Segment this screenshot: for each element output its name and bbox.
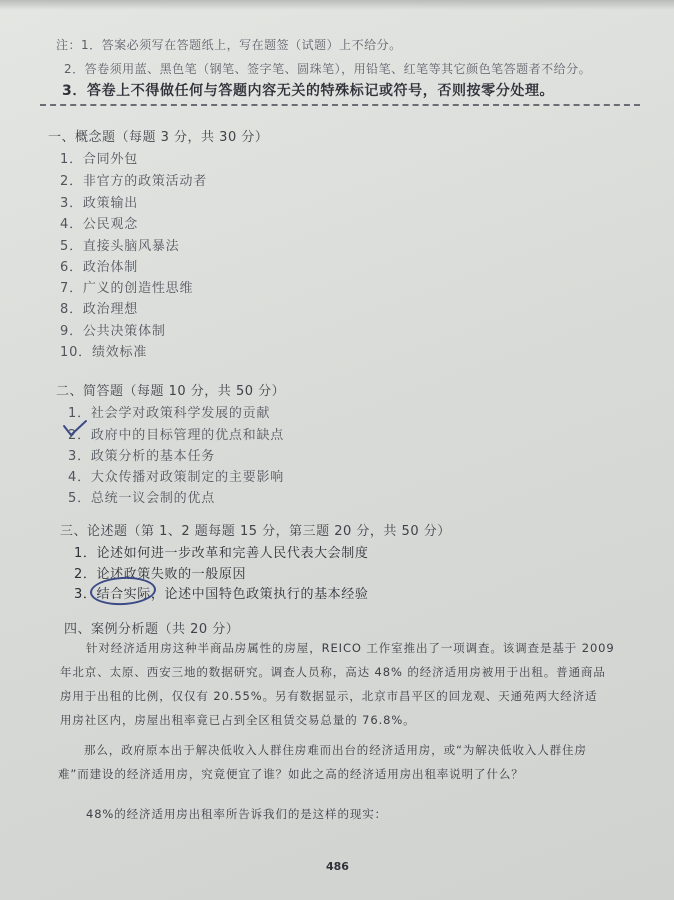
note-2: 2．答卷须用蓝、黑色笔（钢笔、签字笔、圆珠笔），用铅笔、红笔等其它颜色笔答题者不给分。 <box>64 62 592 76</box>
case-paragraph-line: 房用于出租的比例，仅仅有 20.55%。另有数据显示，北京市昌平区的回龙观、天通苑两大经济适 <box>60 689 598 703</box>
section1-item: 4．公民观念 <box>60 217 139 232</box>
case-paragraph-line: 用房社区内，房屋出租率竟已占到全区租赁交易总量的 76.8%。 <box>60 713 416 727</box>
section1-item: 9．公共决策体制 <box>60 324 166 339</box>
section2-item: 3．政策分析的基本任务 <box>68 449 216 464</box>
section1-title: 一、概念题（每题 3 分，共 30 分） <box>48 130 269 145</box>
section3-item: 3．结合实际，论述中国特色政策执行的基本经验 <box>74 587 369 602</box>
section2-item: 2．政府中的目标管理的优点和缺点 <box>68 428 285 443</box>
section1-item: 8．政治理想 <box>60 302 139 317</box>
section1-item: 1．合同外包 <box>60 152 139 167</box>
pen-check-mark-icon <box>62 418 88 438</box>
case-paragraph-line: 48%的经济适用房出租率所告诉我们的是这样的现实： <box>86 807 388 821</box>
section2-item: 1．社会学对政策科学发展的贡献 <box>68 406 271 421</box>
section1-item: 2．非官方的政策活动者 <box>60 174 208 189</box>
case-paragraph-line: 针对经济适用房这种半商品房属性的房屋，REICO 工作室推出了一项调查。该调查是基于 2009 <box>86 641 615 655</box>
case-paragraph-line: 难”而建设的经济适用房，究竟便宜了谁？如此之高的经济适用房出租率说明了什么？ <box>58 767 524 781</box>
section4-title: 四、案例分析题（共 20 分） <box>64 622 240 637</box>
section2-item: 5．总统一议会制的优点 <box>68 491 216 506</box>
page-number: 486 <box>326 860 349 873</box>
section3-title: 三、论述题（第 1、2 题每题 15 分，第三题 20 分，共 50 分） <box>60 524 451 539</box>
section1-item: 7．广义的创造性思维 <box>60 281 194 296</box>
section1-item: 3．政策输出 <box>60 196 139 211</box>
page-top-shadow <box>0 0 674 10</box>
section3-item: 2．论述政策失败的一般原因 <box>74 567 247 582</box>
section2-title: 二、简答题（每题 10 分，共 50 分） <box>56 384 286 399</box>
case-paragraph-line: 年北京、太原、西安三地的数据研究。调查人员称，高达 48% 的经济适用房被用于出租。普通商品 <box>60 665 606 679</box>
divider-dashed <box>40 104 640 106</box>
section2-item: 4．大众传播对政策制定的主要影响 <box>68 470 285 485</box>
section1-item: 10．绩效标准 <box>60 345 148 360</box>
section3-item: 1．论述如何进一步改革和完善人民代表大会制度 <box>74 546 369 561</box>
section1-item: 5．直接头脑风暴法 <box>60 239 180 254</box>
note-3: 3．答卷上不得做任何与答题内容无关的特殊标记或符号，否则按零分处理。 <box>62 83 555 99</box>
section1-item: 6．政治体制 <box>60 260 139 275</box>
case-paragraph-line: 那么，政府原本出于解决低收入人群住房难而出台的经济适用房，或“为解决低收入人群住房 <box>84 743 587 757</box>
note-1: 注：1．答案必须写在答题纸上，写在题签（试题）上不给分。 <box>56 38 402 52</box>
